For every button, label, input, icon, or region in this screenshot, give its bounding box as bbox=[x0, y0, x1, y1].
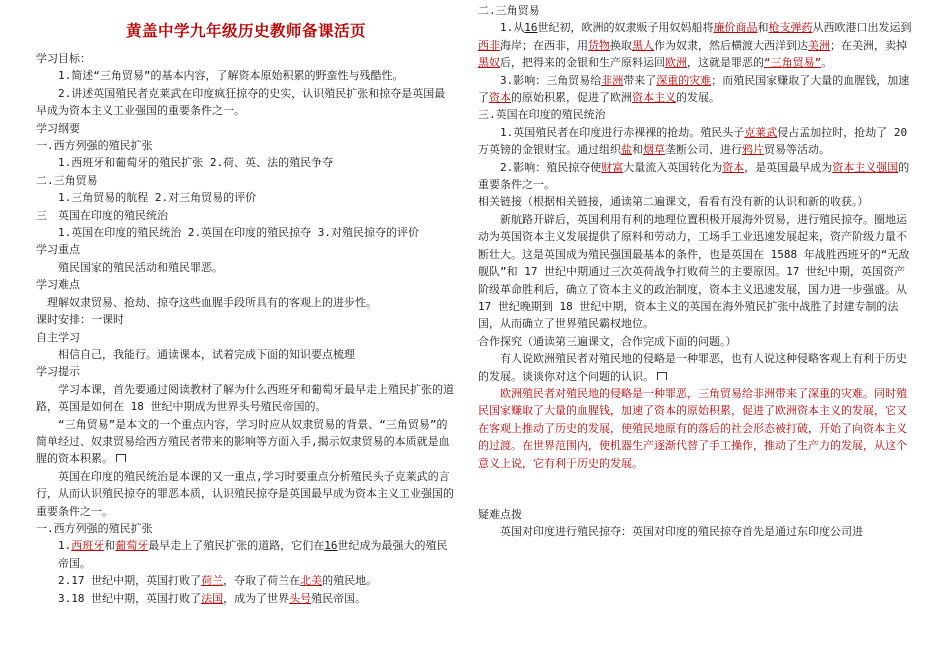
r1-blank-cargo: 货物 bbox=[588, 38, 610, 52]
trade-item-1 bbox=[478, 19, 912, 71]
question-2 bbox=[36, 572, 456, 589]
outline-heading: 学习纲要 bbox=[36, 121, 80, 135]
q3-end: 殖民帝国。 bbox=[311, 591, 367, 605]
r1-blank-goods: 廉价商品 bbox=[713, 21, 758, 35]
section-2-heading: 二.三角贸易 bbox=[478, 4, 540, 17]
r5-blank-wealth: 财富 bbox=[601, 160, 624, 174]
question-1 bbox=[36, 537, 456, 572]
r4-t3: 垄断公司、进行 bbox=[665, 143, 742, 157]
r1-t1: 世纪初，欧洲的奴隶贩子用奴妈船将 bbox=[537, 21, 714, 35]
outline-2-heading: 二.三角贸易 bbox=[36, 173, 98, 187]
goal-2 bbox=[36, 85, 456, 120]
key-text: 殖民国家的殖民活动和殖民罪恶。 bbox=[58, 260, 223, 274]
r4-t2: 和 bbox=[632, 143, 643, 157]
page-title: 黄盖中学九年级历史教师备课活页 bbox=[125, 22, 366, 40]
r5-blank-power: 资本主义强国 bbox=[832, 160, 899, 174]
paragraph-mark-icon bbox=[657, 372, 667, 380]
r3-blank-africa: 非洲 bbox=[601, 73, 624, 87]
r1-t9: ，这就是罪恶的 bbox=[687, 56, 764, 70]
right-column bbox=[478, 2, 912, 541]
class-time: 课时安排：一课时 bbox=[36, 313, 124, 327]
goal-1: 1.简述“三角贸易”的基本内容，了解资本原始积累的野蛮性与残酷性。 bbox=[58, 69, 404, 83]
r4-t4: 贸易等活动。 bbox=[764, 143, 830, 157]
q3-blank-2: 头号 bbox=[289, 591, 312, 605]
r3-prefix: 3.影响：三角贸易给 bbox=[500, 73, 602, 87]
r4-blank-clive: 克莱武 bbox=[744, 125, 778, 139]
q1-mid: 最早走上了殖民扩张的道路，它们在 bbox=[148, 539, 325, 553]
key-heading: 学习重点 bbox=[36, 243, 80, 257]
india-item-1 bbox=[478, 124, 912, 159]
self-study-text: 相信自己，我能行。通读课本，试着完成下面的知识要点梳理 bbox=[58, 347, 355, 361]
cooperation-heading: 合作探究（通读第三遍课文，合作完成下面的问题。） bbox=[478, 334, 737, 348]
q2-end: 的殖民地。 bbox=[322, 574, 378, 588]
r1-t4: 海岸；在西非，用 bbox=[500, 38, 588, 52]
q2-blank-1: 荷兰 bbox=[201, 574, 224, 588]
r1-blank-triangle-trade: “三角贸易” bbox=[764, 56, 822, 70]
r4-blank-opium: 鸦片 bbox=[742, 143, 764, 157]
r3-blank-disaster: 深重的灾难 bbox=[656, 73, 712, 87]
q3-mid: ，成为了世界 bbox=[223, 591, 290, 605]
r3-t3: 的原始积累，促进了欧洲 bbox=[511, 91, 632, 105]
goals-heading: 学习目标： bbox=[36, 52, 91, 65]
r3-t4: 的发展。 bbox=[676, 91, 720, 105]
r1-t7: ；在美洲，卖掉 bbox=[830, 38, 907, 52]
r1-blank-europe: 欧洲 bbox=[665, 56, 687, 70]
q1-blank-2: 葡萄牙 bbox=[115, 539, 149, 553]
outline-3-heading: 三 英国在印度的殖民统治 bbox=[36, 208, 168, 222]
r5-t2: ，是英国最早成为 bbox=[744, 160, 833, 174]
r4-prefix: 1.英国殖民者在印度进行赤裸裸的抢劫。殖民头子 bbox=[500, 125, 745, 139]
r4-t1: 侵占孟加拉时，抢劫了 20 万英镑的金银财宝。通过组织 bbox=[478, 125, 908, 157]
r4-blank-salt: 盐 bbox=[621, 143, 632, 157]
tip-3: 英国在印度的殖民统治是本课的又一重点,学习时要重点分析殖民头子克莱武的言行，从而认识殖民掠夺的罪恶本质，认识殖民掠夺是英国最早成为资本主义工业强国的重要条件之一。 bbox=[36, 469, 454, 518]
section-1-heading: 一.西方列强的殖民扩张 bbox=[36, 521, 153, 535]
cooperation-question-text: 有人说欧洲殖民者对殖民地的侵略是一种罪恶，也有人说这种侵略客观上有利于历史的发展。谈谈你对这个问题的认识。 bbox=[478, 352, 907, 383]
difficulty-text: 理解奴隶贸易、抢劫、掠夺这些血腥手段所具有的客观上的进步性。 bbox=[47, 295, 377, 309]
r1-blank-arms: 枪支弹药 bbox=[768, 21, 813, 35]
q1-end: 世纪成为最强大的殖民帝国。 bbox=[58, 539, 448, 570]
tip-2-text: “三角贸易”是本文的一个重点内容，学习时应从奴隶贸易的背景、“三角贸易”的简单经过、奴隶贸易给西方殖民者带来的影响等方面入手,揭示奴隶贸易的本质就是血腥的资本积累。 bbox=[36, 417, 450, 466]
r1-blank-west-africa: 西非 bbox=[478, 38, 500, 52]
r3-blank-capitalism: 资本主义 bbox=[632, 91, 676, 105]
r5-blank-capital: 资本 bbox=[722, 160, 745, 174]
self-study-heading: 自主学习 bbox=[36, 330, 80, 344]
india-item-2 bbox=[478, 159, 912, 194]
r3-blank-capital: 资本 bbox=[489, 91, 511, 105]
r1-t3: 从西欧港口出发运到 bbox=[812, 21, 912, 35]
r1-t10: 。 bbox=[821, 56, 833, 70]
r1-t8: 后，把得来的金银和生产原料运回 bbox=[500, 56, 665, 70]
q1-join: 和 bbox=[104, 539, 116, 553]
r3-t2: ；而殖民国家赚取了大量的血腥钱，加速了 bbox=[478, 73, 910, 105]
r1-prefix: 1.从 bbox=[500, 21, 525, 35]
q2-blank-2: 北美 bbox=[300, 574, 323, 588]
outline-1-heading: 一.西方列强的殖民扩张 bbox=[36, 139, 153, 153]
r1-t5: 换取 bbox=[610, 38, 632, 52]
section-3-heading: 三.英国在印度的殖民统治 bbox=[478, 108, 606, 122]
q3-prefix: 3.18 世纪中期，英国打败了 bbox=[58, 591, 202, 605]
outline-2-items: 1.三角贸易的航程 2.对三角贸易的评价 bbox=[58, 191, 257, 205]
q2-prefix: 2.17 世纪中期，英国打败了 bbox=[58, 574, 202, 588]
paragraph-mark-icon bbox=[116, 454, 126, 462]
tip-2 bbox=[36, 416, 456, 468]
r1-t6: 作为奴隶，然后横渡大西洋到达 bbox=[654, 38, 808, 52]
r1-blank-black-people: 黑人 bbox=[632, 38, 654, 52]
r5-t3: 的重要条件之一。 bbox=[478, 160, 910, 192]
q1-blank-1: 西班牙 bbox=[71, 539, 105, 553]
r5-prefix: 2.影响：殖民掠夺使 bbox=[500, 160, 602, 174]
outline-3-items: 1.英国在印度的殖民统治 2.英国在印度的殖民掠夺 3.对殖民掠夺的评价 bbox=[58, 226, 419, 240]
tips-heading: 学习提示 bbox=[36, 365, 80, 379]
difficulty-tips-text: 英国对印度进行殖民掠夺：英国对印度的殖民掠夺首先是通过东印度公司进 bbox=[500, 525, 863, 539]
difficulty-heading: 学习难点 bbox=[36, 278, 80, 292]
trade-item-3 bbox=[478, 72, 912, 107]
q2-mid: ，夺取了荷兰在 bbox=[223, 574, 301, 588]
r1-blank-slaves: 黑奴 bbox=[478, 56, 500, 70]
outline-1-items: 1.西班牙和葡萄牙的殖民扩张 2.荷、英、法的殖民争夺 bbox=[58, 156, 334, 170]
cooperation-answer: 欧洲殖民者对殖民地的侵略是一种罪恶，三角贸易给非洲带来了深重的灾难。同时殖民国家赚取了大量的血腥钱，加速了资本的原始积累，促进了欧洲资本主义的发展，它又在客观上推动了历史的发展，使殖民地原有的落后的社会形态被打破，开始了向资本主义的过渡。在世界范围内，使机器生产逐渐代替了手工操作，推动了生产力的发展，从这个意义上说，它有利于历史的发展。 bbox=[478, 386, 907, 470]
goal-2-text: 2.讲述英国殖民者克莱武在印度疯狂掠夺的史实，认识殖民扩张和掠夺是英国最早成为资本主义工业强国的重要条件之一。 bbox=[36, 86, 446, 118]
q3-blank-1: 法国 bbox=[201, 591, 224, 605]
left-column bbox=[36, 0, 456, 607]
related-link-text: 新航路开辟后，英国利用有利的地理位置积极开展海外贸易，进行殖民掠夺。圈地运动为英国资本主义发展提供了原料和劳动力，工场手工业迅速发展起来，资产阶级力量不断壮大。这是英国成为殖民强国最基本的条件，也是英国在 1588 年战胜西班牙的“无敌舰队”和 17 世纪中期通过三次英荷战争打败荷兰的主要原因。17 世纪中期，英国资产阶级革命胜利后，确立了资本主义的政治制度，资本主义迅速发展，国力进一步强盛。从 17 世纪晚期到 18 世纪中期，资本主义的英国在海外殖民扩张中战胜了封建专制的法国，从而确立了世界殖民霸权地位。 bbox=[478, 212, 910, 331]
r5-t1: 大量流入英国转化为 bbox=[623, 160, 723, 174]
spacer bbox=[478, 472, 912, 506]
question-3 bbox=[36, 590, 456, 607]
r4-blank-tobacco: 烟草 bbox=[643, 143, 665, 157]
difficulty-tips-heading: 疑难点拨 bbox=[478, 507, 522, 521]
r1-blank-america: 美洲 bbox=[808, 38, 830, 52]
q1-prefix: 1. bbox=[58, 539, 72, 553]
related-link-heading: 相关链接（根据相关链接，通读第二遍课文，看看有没有新的认识和新的收获。） bbox=[478, 195, 869, 209]
q1-blank-3: 16 bbox=[324, 539, 338, 553]
r3-t1: 带来了 bbox=[623, 73, 657, 87]
r1-t2: 和 bbox=[757, 21, 769, 35]
tip-1: 学习本课，首先要通过阅读教材了解为什么西班牙和葡萄牙最早走上殖民扩张的道路，英国是如何在 18 世纪中期成为世界头号殖民帝国的。 bbox=[36, 382, 454, 414]
cooperation-question bbox=[478, 350, 912, 385]
r1-blank-century: 16 bbox=[524, 21, 538, 35]
